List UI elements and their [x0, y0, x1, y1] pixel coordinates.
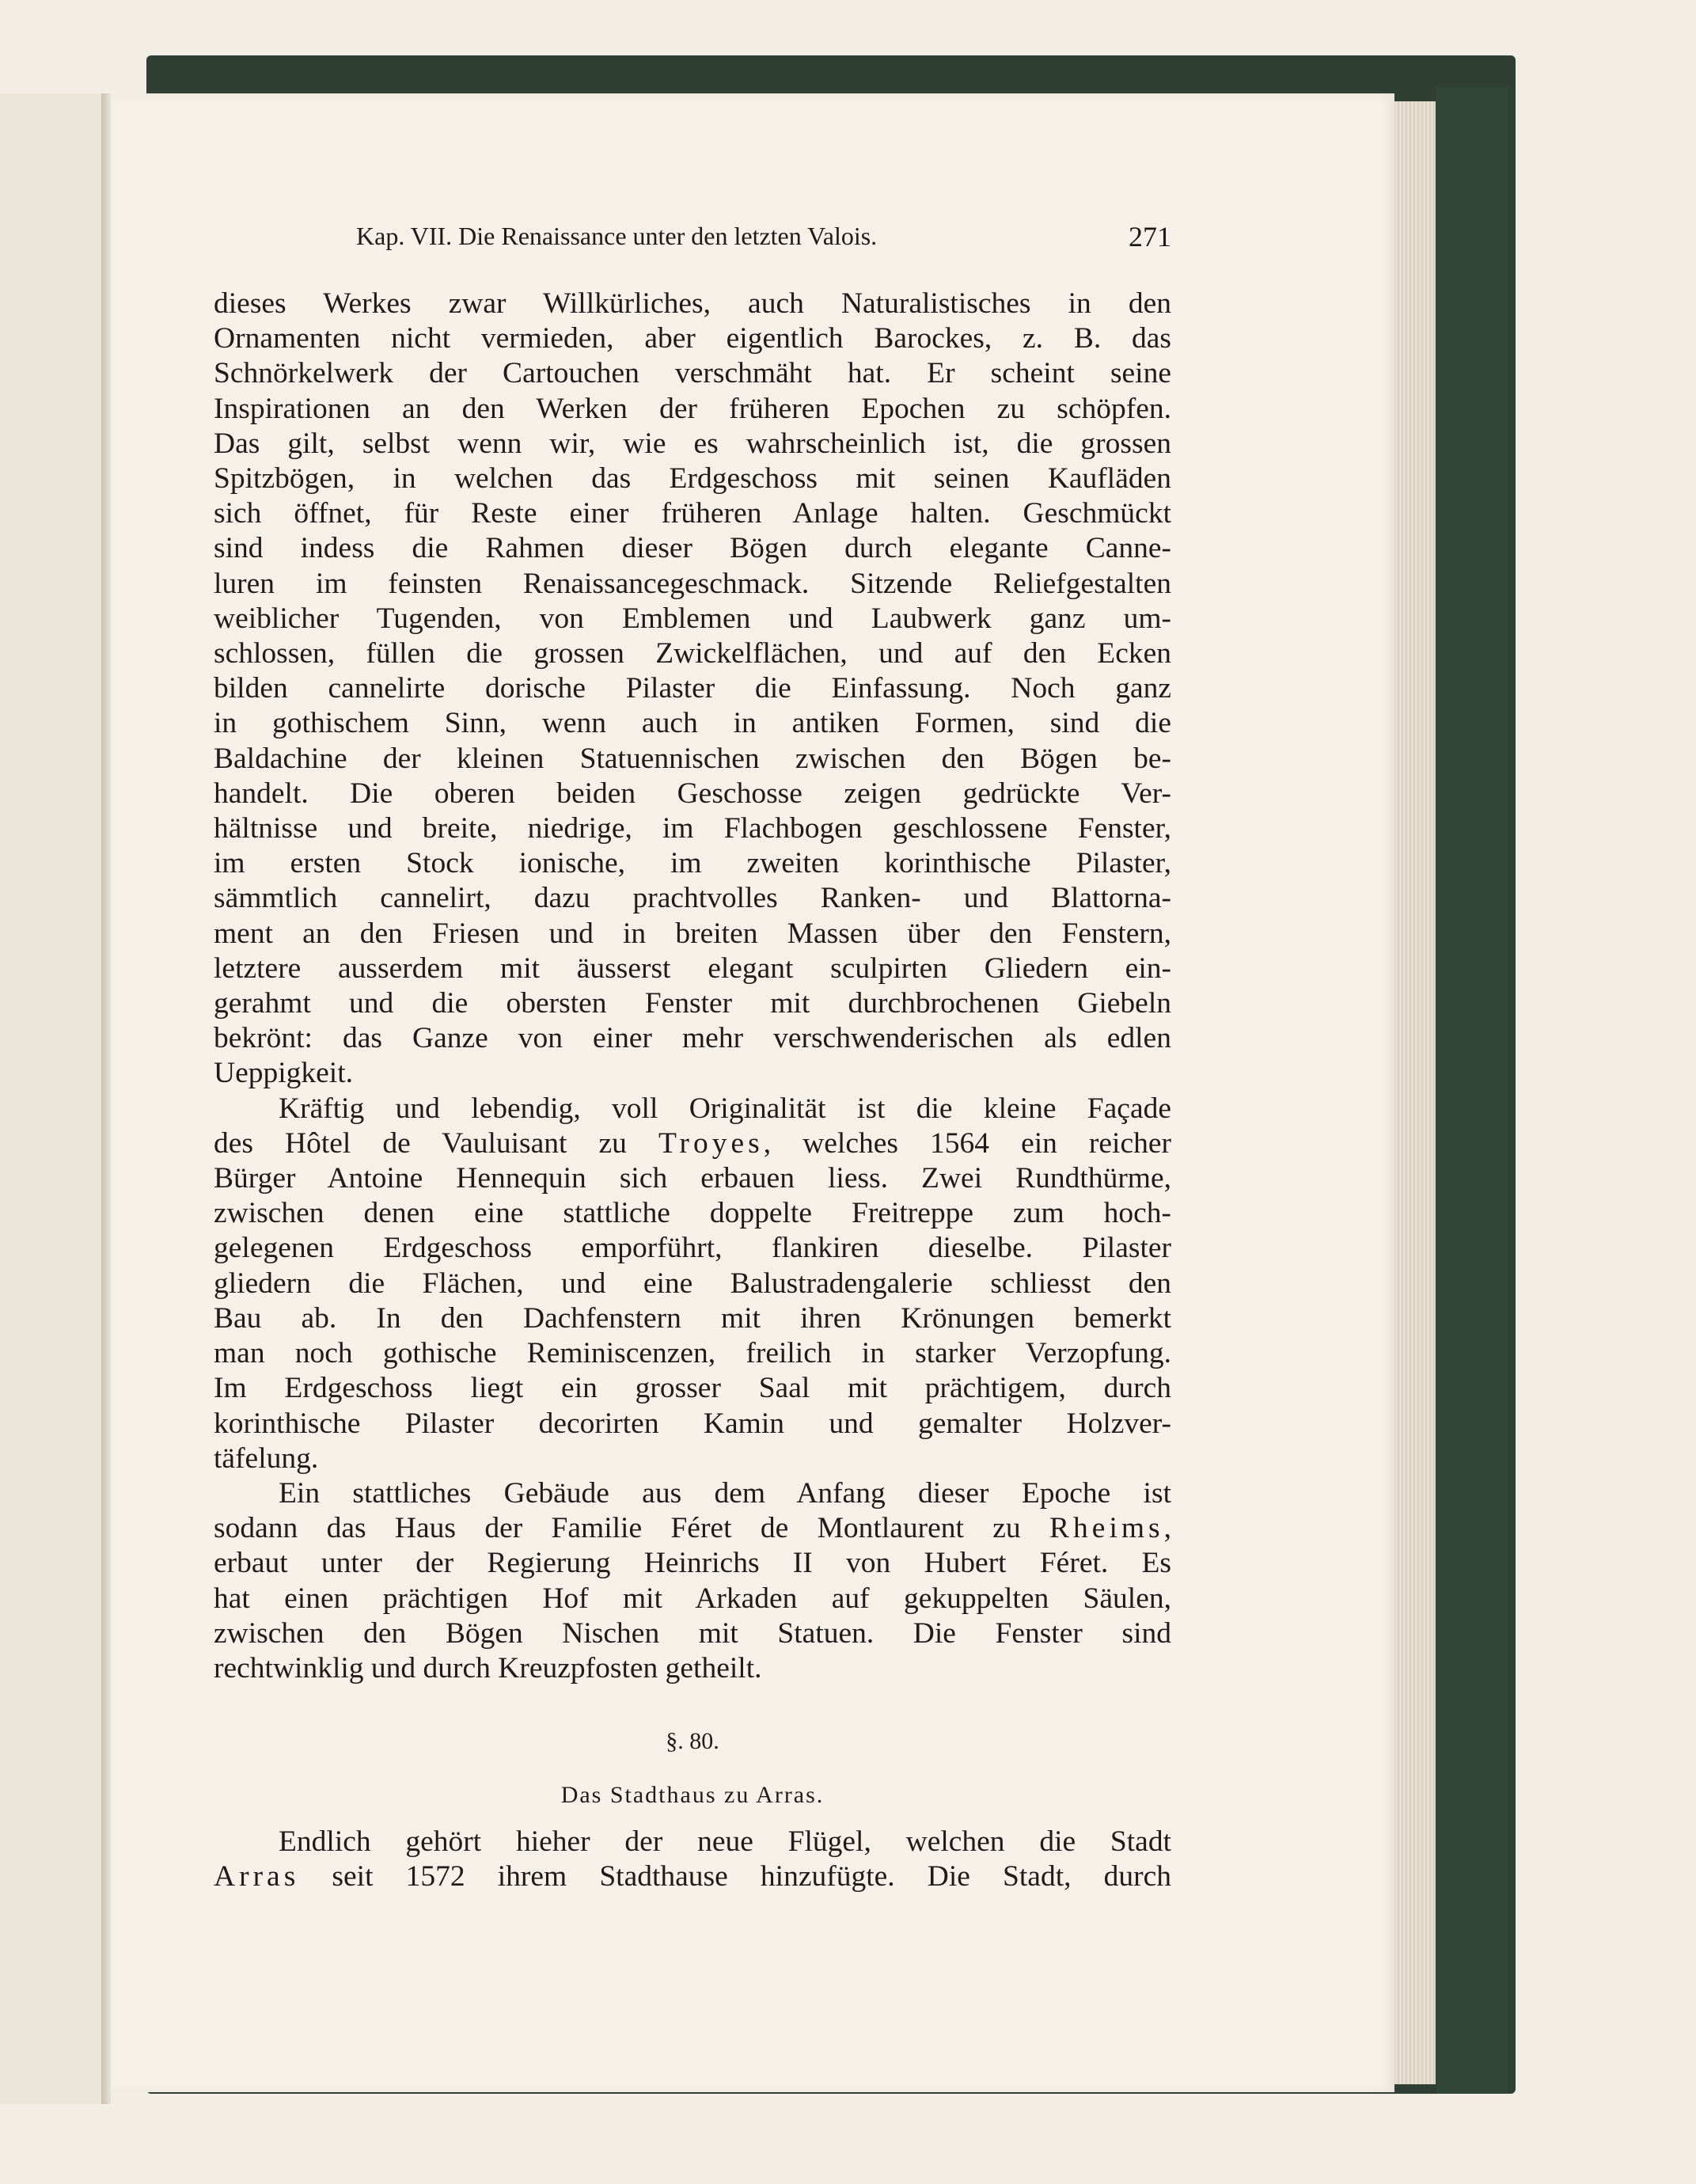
text-line: gliedern die Flächen, und eine Balustradengalerie schliesst den [214, 1267, 1171, 1300]
text-line: sind indess die Rahmen dieser Bögen durch elegante Canne- [214, 532, 1171, 565]
text-line: Ein stattliches Gebäude aus dem Anfang dieser Epoche ist [279, 1476, 1171, 1510]
text-line: bekrönt: das Ganze von einer mehr verschwenderischen als edlen [214, 1022, 1171, 1055]
text-line: Bürger Antoine Hennequin sich erbauen liess. Zwei Rundthürme, [214, 1162, 1171, 1195]
text-line: luren im feinsten Renaissancegeschmack. Sitzende Reliefgestalten [214, 567, 1171, 600]
book-cover-edge [1436, 87, 1508, 2094]
text-line: Endlich gehört hieher der neue Flügel, welchen die Stadt [279, 1825, 1171, 1858]
text-line: Das gilt, selbst wenn wir, wie es wahrscheinlich ist, die grossen [214, 427, 1171, 460]
text-fragment: , [1163, 1512, 1171, 1545]
body-text [214, 287, 1171, 1686]
text-line: ment an den Friesen und in breiten Massen über den Fenstern, [214, 917, 1171, 950]
section-number: §. 80. [666, 1728, 719, 1754]
page-header [214, 214, 1171, 261]
text-line: hältnisse und breite, niedrige, im Flachbogen geschlossene Fenster, [214, 812, 1171, 845]
text-line: zwischen denen eine stattliche doppelte Freitreppe zum hoch- [214, 1197, 1171, 1230]
text-line: korinthische Pilaster decorirten Kamin und gemalter Holzver- [214, 1407, 1171, 1440]
text-line: hat einen prächtigen Hof mit Arkaden auf gekuppelten Säulen, [214, 1582, 1171, 1615]
text-line: schlossen, füllen die grossen Zwickelflächen, und auf den Ecken [214, 637, 1171, 670]
text-line: Spitzbögen, in welchen das Erdgeschoss mit seinen Kaufläden [214, 462, 1171, 496]
paragraph-2 [214, 1092, 1171, 1476]
text-line: Kräftig und lebendig, voll Originalität ist die kleine Façade [279, 1092, 1171, 1125]
text-line: im ersten Stock ionische, im zweiten korinthische Pilaster, [214, 847, 1171, 880]
text-line: handelt. Die oberen beiden Geschosse zeigen gedrückte Ver- [214, 777, 1171, 810]
text-line [214, 1511, 1171, 1546]
paragraph-1 [214, 287, 1171, 1092]
text-line: sämmtlich cannelirt, dazu prachtvolles Ranken- und Blattorna- [214, 882, 1171, 915]
text-line: zwischen den Bögen Nischen mit Statuen. Die Fenster sind [214, 1616, 1171, 1650]
left-page-edge [0, 93, 104, 2104]
text-fragment: des Hôtel de Vauluisant zu [214, 1126, 658, 1160]
text-line: täfelung. [214, 1441, 319, 1475]
text-fragment: seit 1572 ihrem Stadthause hinzufügte. Die Stadt, durch [299, 1860, 1171, 1893]
running-title: Kap. VII. Die Renaissance unter den letzten Valois. [356, 222, 878, 250]
book-gutter [101, 93, 111, 2104]
text-line: Bau ab. In den Dachfenstern mit ihren Krönungen bemerkt [214, 1301, 1171, 1335]
text-line: bilden cannelirte dorische Pilaster die Einfassung. Noch ganz [214, 672, 1171, 705]
text-line: Baldachine der kleinen Statuennischen zwischen den Bögen be- [214, 742, 1171, 775]
text-line: gerahmt und die obersten Fenster mit durchbrochenen Giebeln [214, 987, 1171, 1020]
text-line: Inspirationen an den Werken der früheren Epochen zu schöpfen. [214, 392, 1171, 425]
place-name: Rheims [1049, 1512, 1164, 1545]
text-line [214, 1126, 1171, 1161]
paragraph-3 [214, 1476, 1171, 1686]
text-line: rechtwinklig und durch Kreuzpfosten getheilt. [214, 1651, 762, 1685]
text-line: dieses Werkes zwar Willkürliches, auch Naturalistisches in den [214, 287, 1171, 320]
text-line: sich öffnet, für Reste einer früheren Anlage halten. Geschmückt [214, 497, 1171, 530]
text-line: Ornamenten nicht vermieden, aber eigentlich Barockes, z. B. das [214, 322, 1171, 355]
text-line: man noch gothische Reminiscenzen, freilich in starker Verzopfung. [214, 1337, 1171, 1370]
text-fragment: sodann das Haus der Familie Féret de Montlaurent zu [214, 1512, 1050, 1545]
text-line: in gothischem Sinn, wenn auch in antiken Formen, sind die [214, 707, 1171, 740]
text-line: Schnörkelwerk der Cartouchen verschmäht hat. Er scheint seine [214, 357, 1171, 390]
text-fragment: , welches 1564 ein reicher [763, 1126, 1171, 1160]
text-line: Ueppigkeit. [214, 1057, 354, 1090]
place-name: Troyes [658, 1126, 764, 1160]
place-name: Arras [214, 1860, 300, 1893]
text-line: weiblicher Tugenden, von Emblemen und Laubwerk ganz um- [214, 602, 1171, 635]
text-line [214, 1859, 1171, 1894]
page-number: 271 [1129, 221, 1171, 253]
paragraph-4 [214, 1825, 1171, 1894]
section-heading [214, 1728, 1171, 1809]
section-title: Das Stadthaus zu Arras. [560, 1782, 825, 1808]
text-line: letztere ausserdem mit äusserst elegant sculpirten Gliedern ein- [214, 951, 1171, 985]
text-line: Im Erdgeschoss liegt ein grosser Saal mit prächtigem, durch [214, 1372, 1171, 1405]
text-line: gelegenen Erdgeschoss emporführt, flankiren dieselbe. Pilaster [214, 1232, 1171, 1265]
text-line: erbaut unter der Regierung Heinrichs II von Hubert Féret. Es [214, 1547, 1171, 1580]
